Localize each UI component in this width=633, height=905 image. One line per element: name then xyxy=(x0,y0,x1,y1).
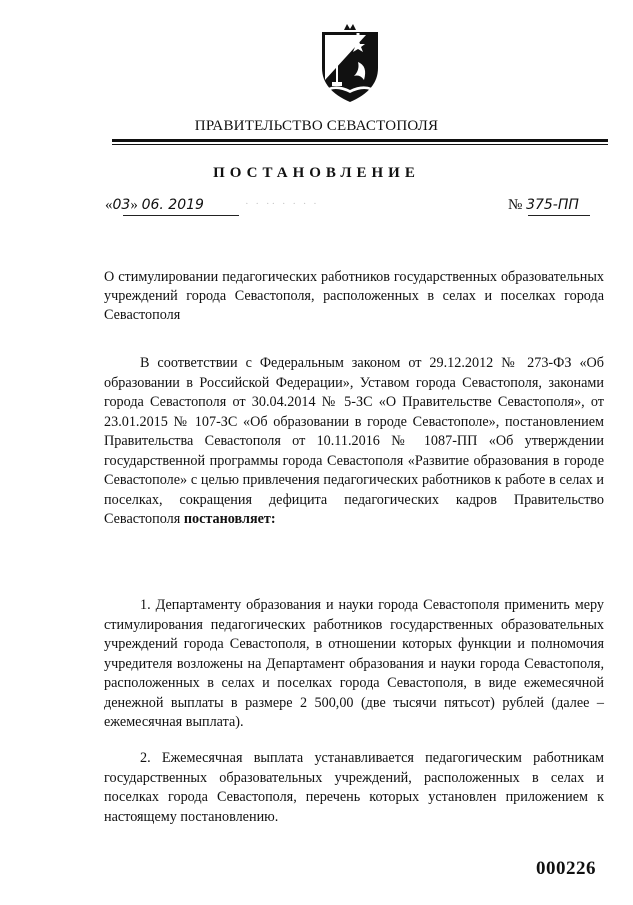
document-date xyxy=(105,197,235,214)
date-day: 03 xyxy=(112,197,131,213)
intro-text: В соответствии с Федеральным законом от 29.12.2012 № 273-ФЗ «Об образовании в Российской Федерации», Уставом города Севастополя, законами города Севастополя от 30.04.2014 № 5-ЗС «О Правительстве Севастополя», от 23.01.2015 № 107-ЗС «Об образовании в городе Севастополе», постановлением Правительства Севастополя от 10.11.2016 № 1087-ПП «Об утверждении государственной программы города Севастополя «Развитие образования в городе Севастополе» с целью привлечения педагогических работников к работе в селах и поселках, сокращения дефицита педагогических кадров Правительство Севастополя xyxy=(104,355,604,527)
sevastopol-coat-of-arms-icon xyxy=(318,24,382,104)
item-1-paragraph: 1. Департаменту образования и науки города Севастополя применить меру стимулирования педагогических работников государственных образовательных учреждений города Севастополя, в отношении которых функции и полномочия учредителя возложены на Департамент образования и науки города Севастополя, расположенных в селах и поселках города Севастополя, в виде ежемесячной денежной выплаты в размере 2 500,00 (две тысячи пятьсот) рублей (далее – ежемесячная выплата). xyxy=(104,597,604,730)
date-month-year: 06. 2019 xyxy=(141,197,204,213)
date-underline xyxy=(123,215,239,216)
number-underline xyxy=(528,215,590,216)
document-subject: О стимулировании педагогических работников государственных образовательных учреждений города Севастополя, расположенных в селах и поселках города Севастополя xyxy=(104,269,604,323)
header-rule-thick xyxy=(112,139,608,142)
faint-stamp-marks: · · ·· · · · · xyxy=(245,198,319,210)
date-close-quote: » xyxy=(130,197,138,213)
header-rule-thin xyxy=(112,144,608,145)
page-number: 000226 xyxy=(536,858,596,879)
item-2-paragraph: 2. Ежемесячная выплата устанавливается педагогическим работникам государственных образовательных учреждений, расположенных в селах и поселках города Севастополя, перечень которых установлен приложением к настоящему постановлению. xyxy=(104,750,604,825)
document-type: ПОСТАНОВЛЕНИЕ xyxy=(213,165,420,181)
date-open-quote: « xyxy=(105,197,113,213)
document-number xyxy=(508,197,588,214)
number-sign: № xyxy=(508,197,523,213)
decree-word: постановляет: xyxy=(183,511,276,527)
number-value: 375-ПП xyxy=(526,197,579,213)
government-title: ПРАВИТЕЛЬСТВО СЕВАСТОПОЛЯ xyxy=(194,118,439,134)
intro-paragraph xyxy=(104,354,604,530)
